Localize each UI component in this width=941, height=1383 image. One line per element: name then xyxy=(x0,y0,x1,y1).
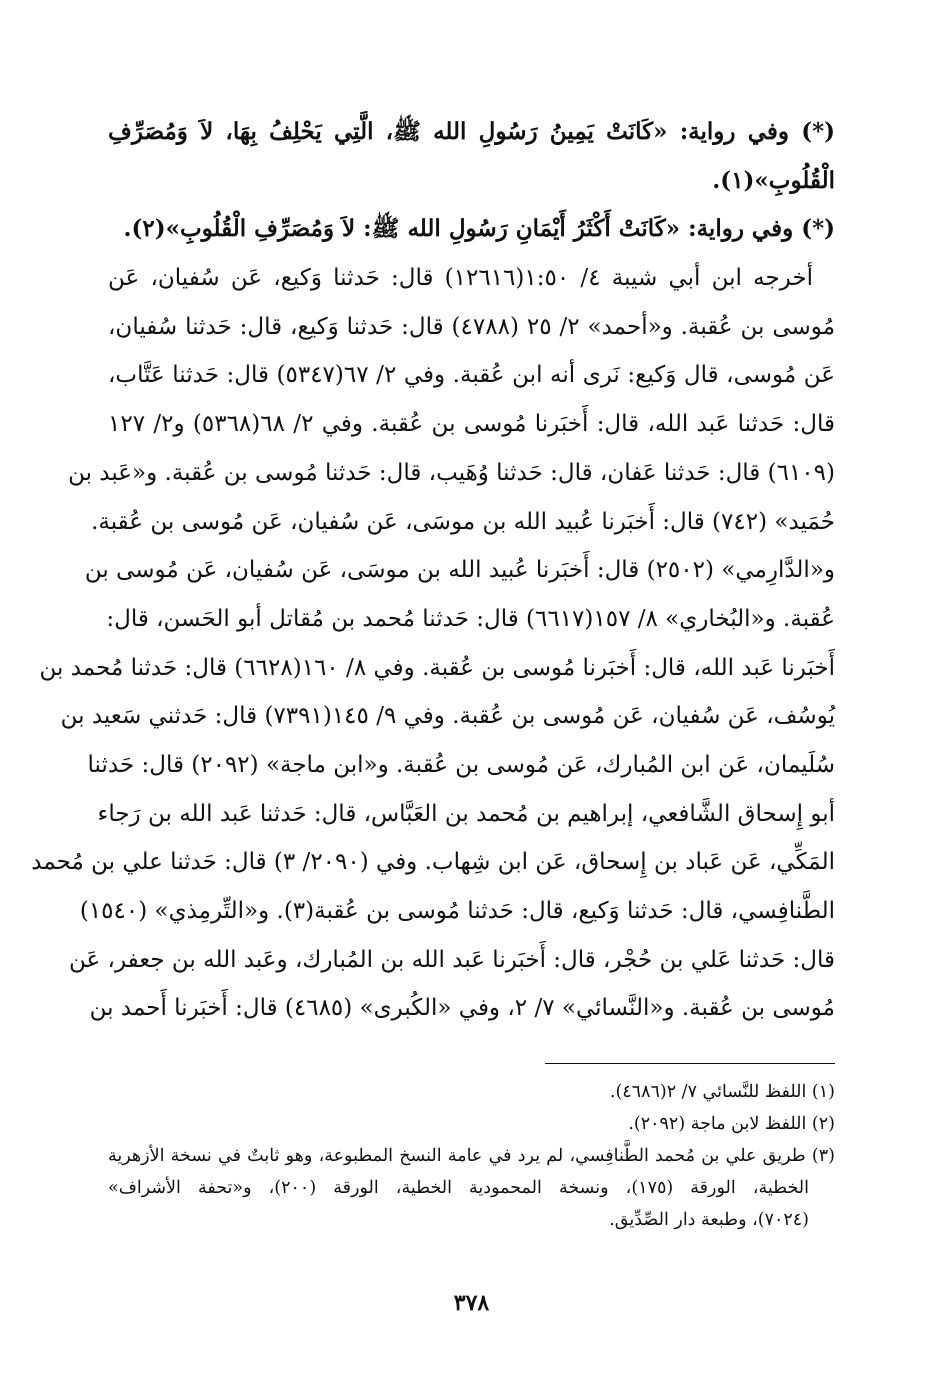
takhrij-line: مُوسى بن عُقبة. و«النَّسائي» ٧/ ٢، وفي «الكُبرى» (٤٦٨٥) قال: أَخبَرنا أَحمد بن xyxy=(89,995,835,1022)
footnote-3-continued: (٧٠٢٤)، وطبعة دار الصِّدِّيق. xyxy=(609,1210,809,1230)
takhrij-line: عُقبة. و«البُخاري» ٨/ ١٥٧(٦٦١٧) قال: حَدثنا مُحمد بن مُقاتل أبو الحَسن، قال: xyxy=(106,605,835,632)
document-page xyxy=(31,108,836,1338)
footnotes xyxy=(108,1076,835,1236)
takhrij-line: قال: حَدثنا عَلي بن حُجْر، قال: أَخبَرنا عَبد الله بن المُبارك، وعَبد الله بن جعفر، عَن xyxy=(69,946,835,973)
takhrij-line: يُوسُف، عَن سُفيان، عَن مُوسى بن عُقبة. وفي ٩/ ١٤٥(٧٣٩١) قال: حَدثني سَعيد بن xyxy=(60,703,835,730)
footnote-3: (٣) طريق علي بن مُحمد الطَّنافِسي، لم يرد في عامة النسخ المطبوعة، وهو ثابتٌ في نسخة الأزهرية xyxy=(108,1146,835,1166)
page-number: ٣٧٨ xyxy=(453,1290,490,1316)
takhrij-line: عَن مُوسى، قال وَكيع: نَرى أنه ابن عُقبة. وفي ٢/ ٦٧(٥٣٤٧) قال: حَدثنا عَتَّاب، xyxy=(108,362,836,389)
narration-line: (*) وفي رواية: «كَانَتْ أَكْثَرُ أَيْمَانِ رَسُولِ الله ﷺ: لاَ وَمُصَرِّفِ الْقُلُوبِ»(٢). xyxy=(123,215,835,243)
footnote-separator xyxy=(545,1063,835,1064)
takhrij-line: و«الدَّارِمي» (٢٥٠٢) قال: أَخبَرنا عُبيد الله بن موسَى، عَن سُفيان، عَن مُوسى بن xyxy=(84,557,835,584)
takhrij-line: أخرجه ابن أبي شيبة ٤/ ١:٥٠(١٢٦١٦) قال: حَدثنا وَكيع، عَن سُفيان، عَن xyxy=(108,265,813,292)
takhrij-line: سُلَيمان، عَن ابن المُبارك، عَن مُوسى بن عُقبة. و«ابن ماجة» (٢٠٩٢) قال: حَدثنا xyxy=(87,751,835,778)
takhrij-line: أبو إِسحاق الشَّافعي، إبراهيم بن مُحمد بن العَبَّاس، قال: حَدثنا عَبد الله بن رَجاء xyxy=(97,800,835,827)
takhrij-line: (٦١٠٩) قال: حَدثنا عَفان، قال: حَدثنا وُهَيب، قال: حَدثنا مُوسى بن عُقبة. و«عَبد بن xyxy=(68,459,835,486)
takhrij-line: أَخبَرنا عَبد الله، قال: أَخبَرنا مُوسى بن عُقبة. وفي ٨/ ١٦٠(٦٦٢٨) قال: حَدثنا مُحمد بن xyxy=(39,654,835,681)
footnote-3-continued: الخطية، الورقة (١٧٥)، ونسخة المحمودية الخطية، الورقة (٢٠٠)، و«تحفة الأشراف» xyxy=(108,1178,809,1198)
footnote-2: (٢) اللفظ لابن ماجة (٢٠٩٢). xyxy=(628,1114,835,1134)
footnote-1: (١) اللفظ للنَّسائي ٧/ ٢(٤٦٨٦). xyxy=(609,1082,835,1102)
takhrij-line: قال: حَدثنا عَبد الله، قال: أَخبَرنا مُوسى بن عُقبة. وفي ٢/ ٦٨(٥٣٦٨) و٢/ ١٢٧ xyxy=(108,411,835,438)
takhrij-line: الطَّنافِسي، قال: حَدثنا وَكيع، قال: حَدثنا مُوسى بن عُقبة(٣). و«التِّرمِذي» (١٥٤٠) xyxy=(79,898,835,924)
main-text xyxy=(31,108,836,1033)
narration-line: الْقُلُوبِ»(١). xyxy=(712,166,835,194)
takhrij-line: مُوسى بن عُقبة. و«أحمد» ٢/ ٢٥ (٤٧٨٨) قال: حَدثنا وَكيع، قال: حَدثنا سُفيان، xyxy=(108,313,836,340)
takhrij-line: المَكِّي، عَن عَباد بن إِسحاق، عَن ابن شِهاب. وفي (٢٠٩٠/ ٣) قال: حَدثنا علي بن مُحمد xyxy=(31,849,835,876)
narration-line: (*) وفي رواية: «كَانَتْ يَمِينُ رَسُولِ الله ﷺ، الَّتِي يَحْلِفُ بِهَا، لاَ وَمُصَرِّفِ xyxy=(108,118,835,145)
takhrij-line: حُمَيد» (٧٤٢) قال: أَخبَرنا عُبيد الله بن موسَى، عَن سُفيان، عَن مُوسى بن عُقبة. xyxy=(91,508,835,535)
